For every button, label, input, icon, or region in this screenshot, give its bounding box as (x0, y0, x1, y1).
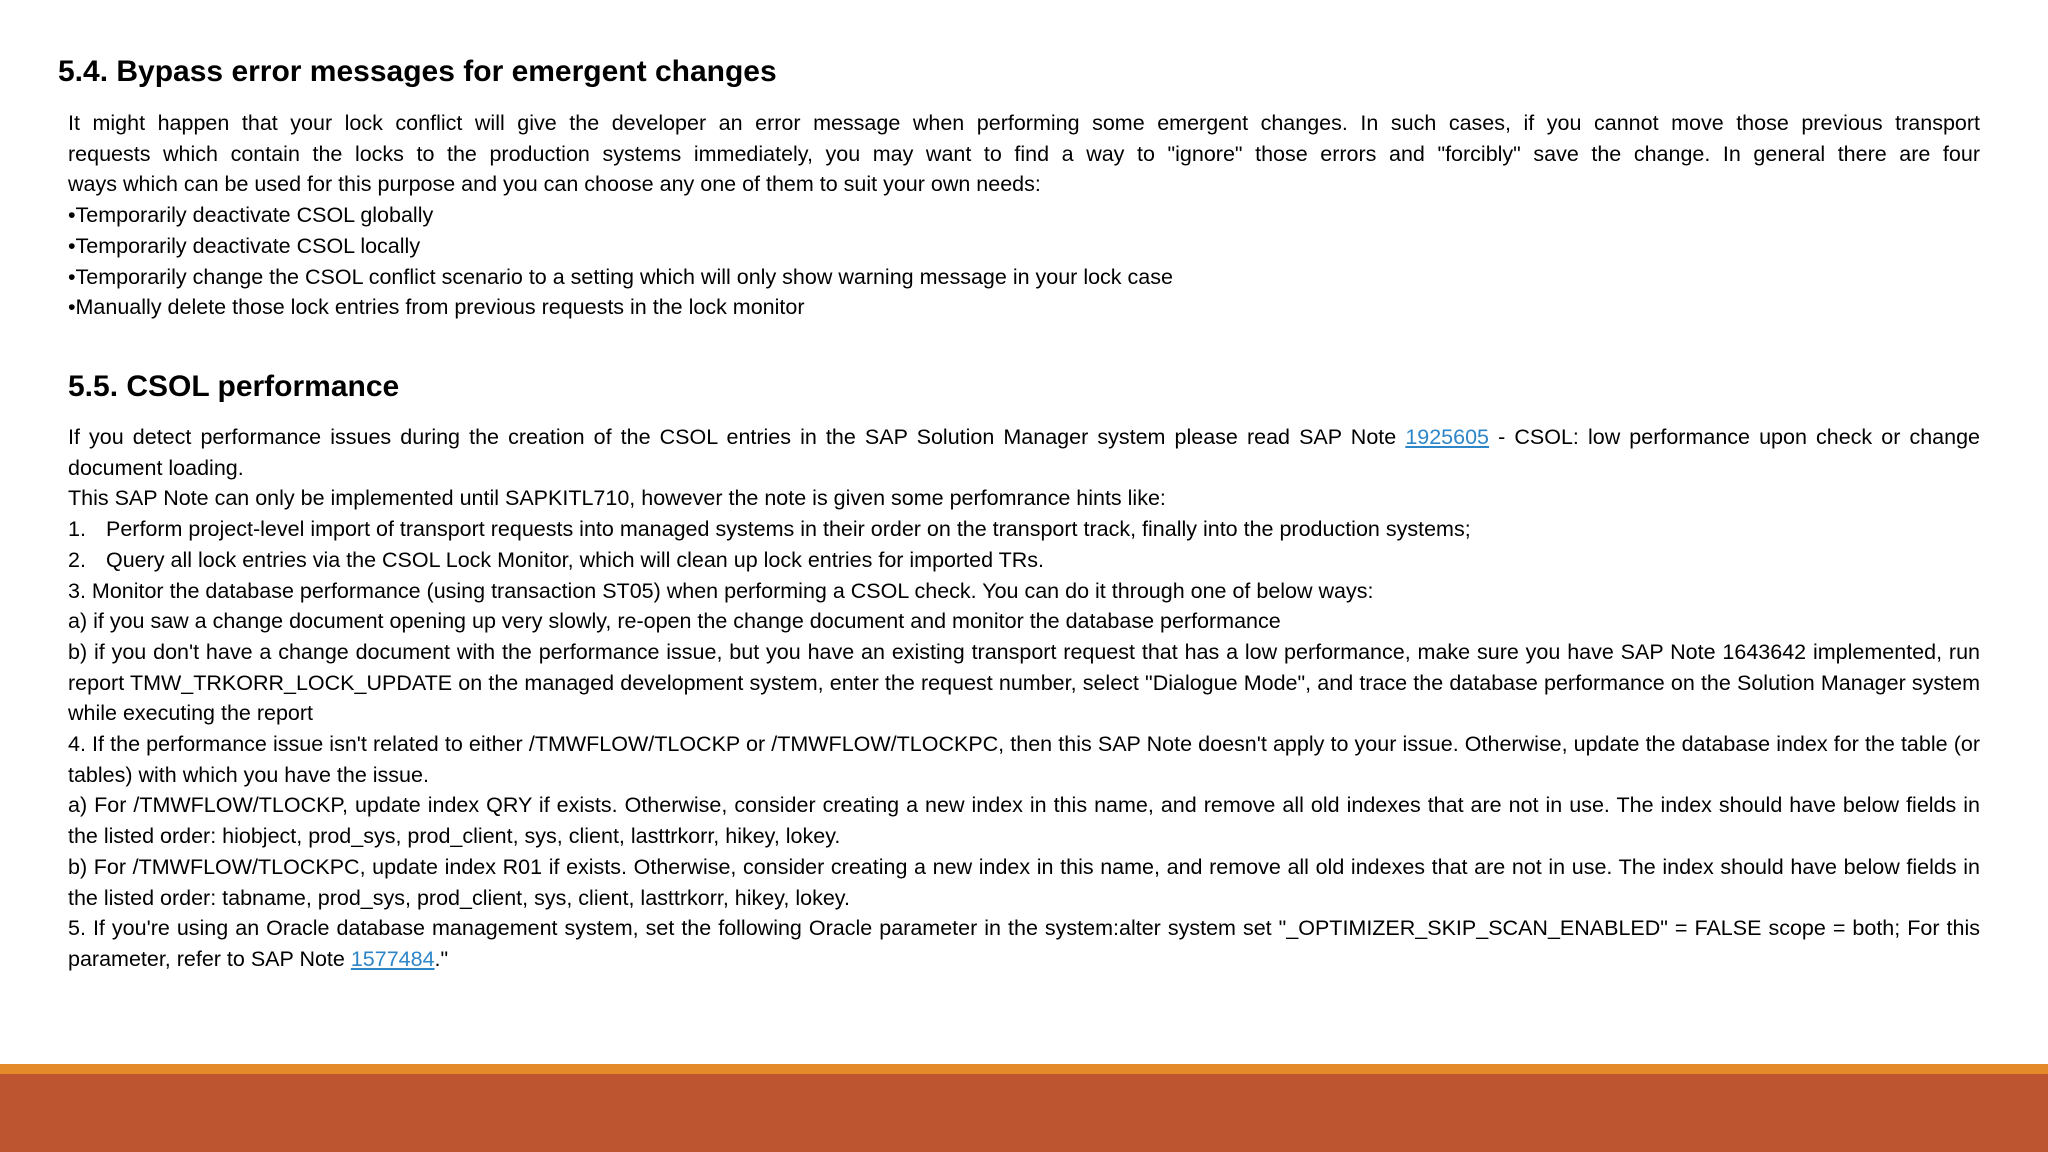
footer-band (0, 1074, 2048, 1152)
sap-note-1577484-link[interactable]: 1577484 (350, 946, 435, 971)
intro-line-3: ways which can be used for this purpose and you can choose any one of them to suit your own needs: (68, 172, 1041, 197)
intro-line-1: It might happen that your lock conflict will give the developer an error message when performing some emergent changes. In such cases, if you cannot move those previous transport (68, 111, 1980, 135)
hint-intro-line: This SAP Note can only be implemented until SAPKITL710, however the note is given some perfomrance hints like: (68, 486, 1166, 511)
item-text: Query all lock entries via the CSOL Lock Monitor, which will clean up lock entries for imported TRs. (106, 547, 1045, 572)
p1-text-before-link: If you detect performance issues during the creation of the CSOL entries in the SAP Solution Manager system please read SAP Note (68, 425, 1406, 449)
section-5-5-heading: 5.5. CSOL performance (68, 370, 400, 403)
footer-accent-stripe (0, 1064, 2048, 1074)
item-5-text-after-link: ." (434, 946, 449, 971)
performance-intro-paragraph (68, 422, 1980, 483)
item-number: 1. (68, 517, 86, 542)
p1-text-after-link: - CSOL: low performance upon check or change document loading. (68, 425, 1980, 480)
bullet-item: •Temporarily deactivate CSOL locally (68, 233, 421, 258)
bullet-item: •Temporarily deactivate CSOL globally (68, 203, 434, 228)
sap-note-1925605-link[interactable]: 1925605 (1405, 425, 1490, 449)
intro-line-2: requests which contain the locks to the production systems immediately, you may want to find a way to "ignore" those errors and "forcibly" save the change. In general there are four (68, 141, 1980, 166)
bullet-item: •Temporarily change the CSOL conflict scenario to a setting which will only show warning message in your lock case (68, 264, 1173, 289)
item-4a-paragraph: a) For /TMWFLOW/TLOCKP, update index QRY if exists. Otherwise, consider creating a new index in this name, and remove all old indexes that are not in use. The index should have below fields in the listed order: hiobject, prod_sys, prod_client, sys, client, lasttrkorr, hikey, lokey. (68, 793, 1980, 849)
numbered-item-1 (68, 514, 1980, 545)
section-5-5-body (68, 422, 1980, 975)
numbered-item-2 (68, 545, 1980, 576)
item-number: 2. (68, 547, 86, 572)
item-5-text-before-link: 5. If you're using an Oracle database management system, set the following Oracle parameter in the system:alter system set "_OPTIMIZER_SKIP_SCAN_ENABLED" = FALSE scope = both; For this parameter, refer to SAP Note (68, 916, 1980, 971)
bullet-item: •Manually delete those lock entries from previous requests in the lock monitor (68, 295, 805, 320)
item-4b-paragraph: b) For /TMWFLOW/TLOCKPC, update index R01 if exists. Otherwise, consider creating a new index in this name, and remove all old indexes that are not in use. The index should have below fields in the listed order: tabname, prod_sys, prod_client, sys, client, lasttrkorr, hikey, lokey. (68, 854, 1980, 910)
section-5-4-body (68, 108, 1980, 323)
item-3a-line: a) if you saw a change document opening up very slowly, re-open the change document and monitor the database performance (68, 609, 1281, 634)
item-5-paragraph (68, 913, 1980, 974)
item-3b-paragraph: b) if you don't have a change document with the performance issue, but you have an existing transport request that has a low performance, make sure you have SAP Note 1643642 implemented, run report TMW_TRKORR_LOCK_UPDATE on the managed development system, enter the request number, select "Dialogue Mode", and trace the database performance on the Solution Manager system while executing the report (68, 639, 1980, 726)
section-5-4-heading: 5.4. Bypass error messages for emergent changes (58, 55, 777, 88)
item-4-paragraph: 4. If the performance issue isn't related to either /TMWFLOW/TLOCKP or /TMWFLOW/TLOCKPC, then this SAP Note doesn't apply to your issue. Otherwise, update the database index for the table (or tables) with which you have the issue. (68, 732, 1980, 787)
item-3-line: 3. Monitor the database performance (using transaction ST05) when performing a CSOL check. You can do it through one of below ways: (68, 578, 1374, 603)
item-text: Perform project-level import of transport requests into managed systems in their order on the transport track, finally into the production systems; (106, 517, 1471, 542)
